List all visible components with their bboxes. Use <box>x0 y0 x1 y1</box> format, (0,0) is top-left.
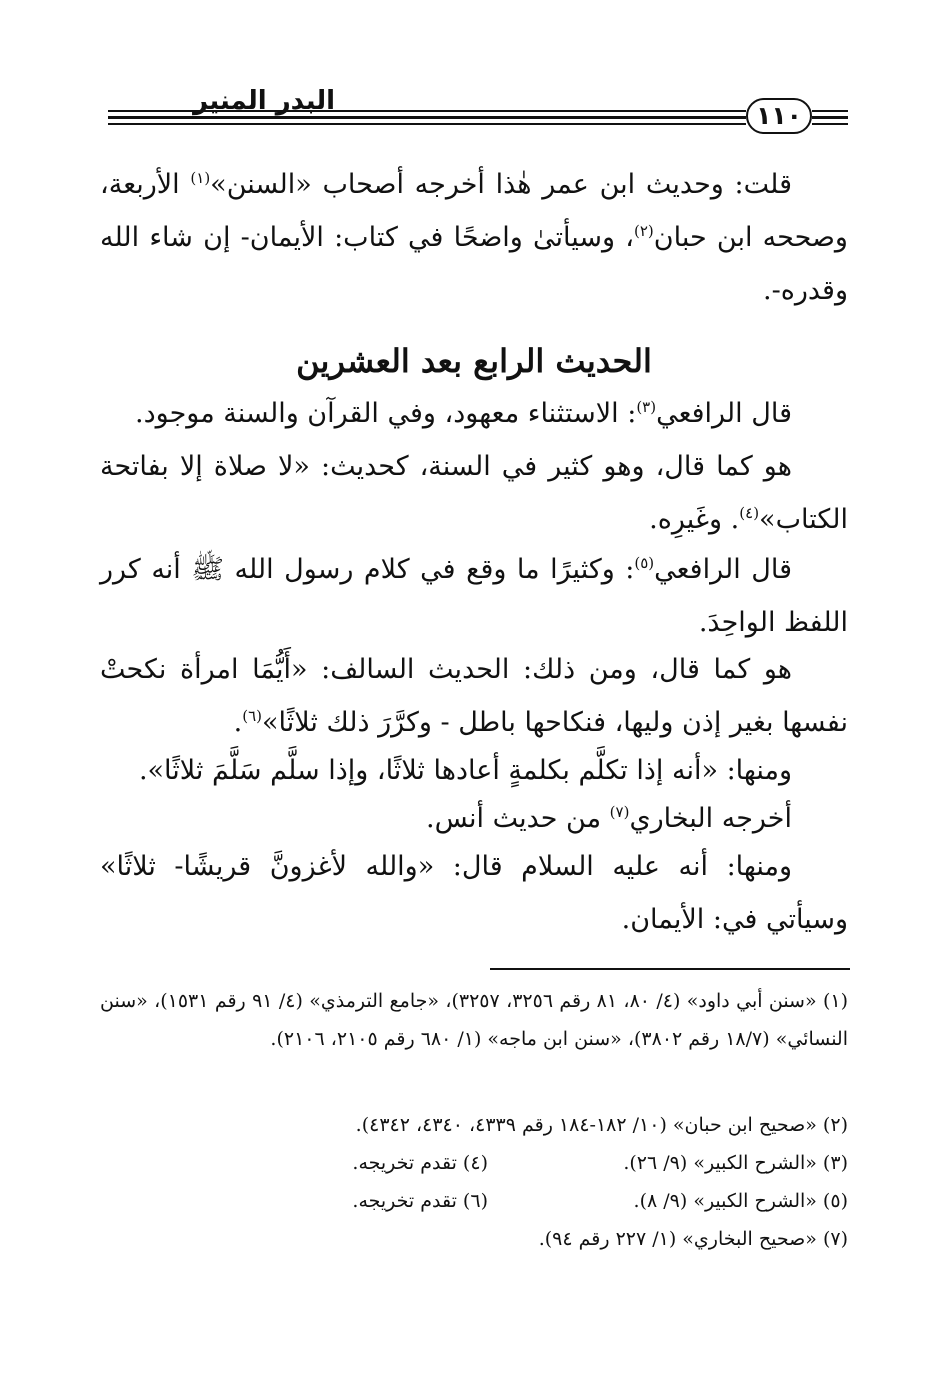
footnote-1: (١) «سنن أبي داود» (٤/ ٨٠، ٨١ رقم ٣٢٥٦، ٣٢٥٧)، «جامع الترمذي» (٤/ ٩١ رقم ١٥٣١)، «سنن النسائي» (١٨/٧ رقم ٣٨٠٢)، «سنن ابن ماجه» (١/ ٦٨٠ رقم ٢١٠٥، ٢١٠٦). <box>100 990 849 1050</box>
paragraph-5 <box>100 643 848 749</box>
paragraph-3 <box>100 440 848 546</box>
footnote-5: (٥) «الشرح الكبير» (٩/ ٨). <box>633 1190 848 1212</box>
paragraph-text: هو كما قال، ومن ذلك: الحديث السالف: «أَيُّمَا امرأة نكحتْ نفسها بغير إذن وليها، فنكاحها باطل - وكرَّرَ ذلك ثلاثًا» <box>100 654 848 738</box>
footnote-ref[interactable]: (٤) <box>739 504 760 522</box>
paragraph-text: قال الرافعي <box>656 398 792 429</box>
footnote-ref[interactable]: (٧) <box>609 803 630 821</box>
header-rule <box>812 116 848 119</box>
paragraph-text: ومنها: «أنه إذا تكلَّم بكلمةٍ أعادها ثلاثًا، وإذا سلَّم سَلَّمَ ثلاثًا». <box>138 755 792 786</box>
paragraph-text: : وكثيرًا ما وقع في كلام رسول الله ﷺ أنه كرر اللفظ الواحِدَ. <box>100 554 848 638</box>
footnote-row <box>100 1182 848 1220</box>
footnote-3: (٣) «الشرح الكبير» (٩/ ٢٦). <box>623 1152 848 1174</box>
paragraph-text: : الاستثناء معهود، وفي القرآن والسنة موجود. <box>135 398 637 429</box>
footnote-ref[interactable]: (١) <box>190 169 211 187</box>
page-number: ١١٠ <box>746 98 812 134</box>
footnote-2: (٢) «صحيح ابن حبان» (١٠/ ١٨٢-١٨٤ رقم ٤٣٣٩، ٤٣٤٠، ٤٣٤٢). <box>355 1114 848 1136</box>
paragraph-1 <box>100 158 848 317</box>
footnote-7: (٧) «صحيح البخاري» (١/ ٢٢٧ رقم ٩٤). <box>538 1228 848 1250</box>
running-header-title: البدر المنير <box>193 86 335 116</box>
paragraph-text: قال الرافعي <box>654 554 793 585</box>
paragraph-text: . <box>233 707 243 738</box>
footnote-ref[interactable]: (٣) <box>636 398 657 416</box>
footnote-6: (٦) تقدم تخريجه. <box>352 1190 488 1212</box>
paragraph-6 <box>100 744 848 797</box>
header-rule <box>108 116 746 119</box>
paragraph-text: . وغَيرِه. <box>649 504 740 535</box>
paragraph-text: هو كما قال، وهو كثير في السنة، كحديث: «لا صلاة إلا بفاتحة الكتاب» <box>100 451 848 535</box>
paragraph-text: من حديث أنس. <box>425 803 610 834</box>
footnote-separator <box>490 968 850 970</box>
footnote-ref[interactable]: (٥) <box>634 554 655 572</box>
footnote-ref[interactable]: (٦) <box>242 707 263 725</box>
section-heading: الحديث الرابع بعد العشرين <box>296 342 652 380</box>
header-rule <box>108 110 746 112</box>
paragraph-text: ومنها: أنه عليه السلام قال: «والله لأغزونَّ قريشًا- ثلاثًا» وسيأتي في: الأيمان. <box>100 851 848 935</box>
paragraph-2 <box>100 387 848 440</box>
paragraph-text: أخرجه البخاري <box>629 803 792 834</box>
header-rule <box>812 123 848 125</box>
footnote-ref[interactable]: (٢) <box>634 222 654 240</box>
header-rule <box>108 123 746 125</box>
paragraph-7 <box>100 792 848 845</box>
paragraph-4 <box>100 543 848 649</box>
header-rule <box>812 110 848 112</box>
footnote-row <box>100 1144 848 1182</box>
paragraph-8 <box>100 840 848 946</box>
paragraph-text: ، وسيأتىٰ واضحًا في كتاب: الأيمان- إن شاء الله وقدره-. <box>100 222 848 306</box>
paragraph-text: قلت: وحديث ابن عمر هٰذا أخرجه أصحاب «السنن» <box>210 169 792 200</box>
paragraph-text: الأربعة، وصححه ابن حبان <box>100 169 848 253</box>
footnote-4: (٤) تقدم تخريجه. <box>352 1152 488 1174</box>
